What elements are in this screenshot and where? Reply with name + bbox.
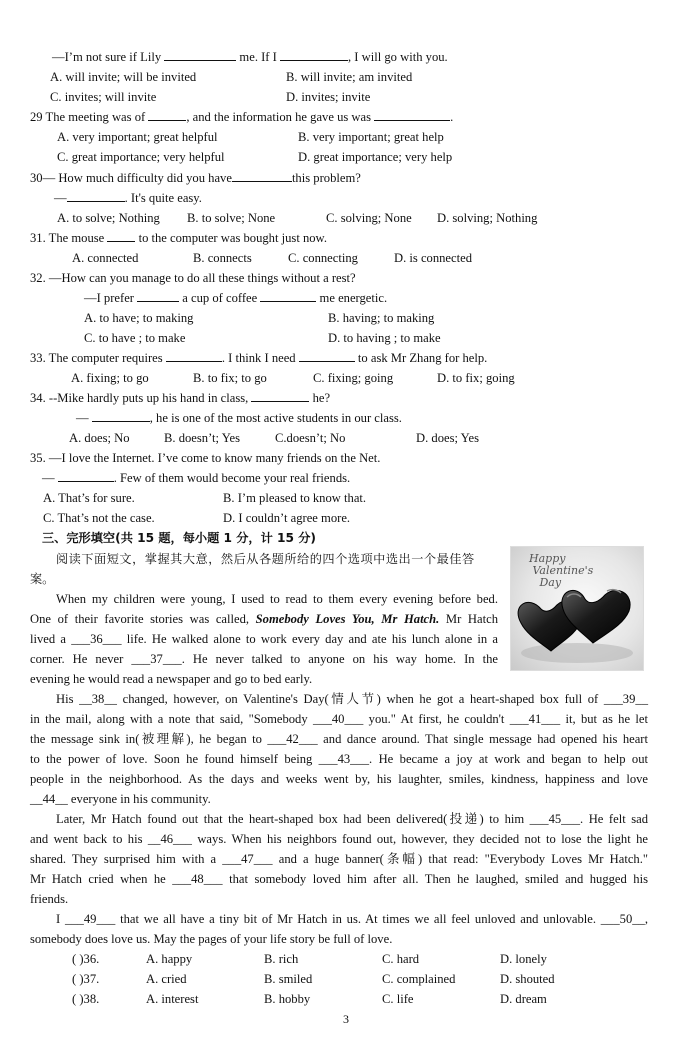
q28-stem: —I’m not sure if Lily me. If I , I will go with you. [52, 50, 448, 64]
q31-option-c: C. connecting [288, 251, 358, 265]
q32-option-c: C. to have ; to make [84, 331, 186, 345]
page-number: 3 [343, 1012, 349, 1026]
q35-option-b: B. I’m pleased to know that. [223, 491, 367, 505]
passage-p4-line1: I ___49___ that we all have a tiny bit of Mr Hatch in us. At times we all feel unloved and unlovable. ___50__, [56, 912, 648, 926]
q29-option-c: C. great importance; very helpful [57, 150, 225, 164]
passage-p3-line3: shared. They surprised him with a ___47___ and a huge banner(条幅) that read: "Everybody Loves Mr Hatch." [30, 852, 648, 866]
q34-option-d: D. does; Yes [416, 431, 479, 445]
passage-p1-line3: lived a ___36___ life. He walked alone to work every day and ate his lunch alone in a [30, 632, 498, 646]
q29-option-b: B. very important; great help [298, 130, 444, 144]
q36-option-d: D. lonely [500, 952, 547, 966]
q37-answer-blank[interactable]: ( )37. [72, 972, 100, 986]
passage-p2-line6: __44__ everyone in his community. [30, 792, 211, 806]
q31-stem: 31. The mouse to the computer was bought just now. [30, 231, 327, 245]
q30-option-d: D. solving; Nothing [437, 211, 538, 225]
q29-option-d: D. great importance; very help [298, 150, 453, 164]
q35-option-c: C. That’s not the case. [43, 511, 155, 525]
q36-option-a: A. happy [146, 952, 193, 966]
q38-option-c: C. life [382, 992, 414, 1006]
q30-stem: 30— How much difficulty did you have this problem? [30, 171, 361, 185]
q34-option-c: C.doesn’t; No [275, 431, 346, 445]
q30-response: — . It's quite easy. [54, 191, 202, 205]
q32-option-d: D. to having ; to make [328, 331, 441, 345]
passage-p2-line5: people in the neighborhood. As the days and weeks went by, his laughter, smiles, kindness, happiness and love [30, 772, 648, 786]
cloze-instructions-cont: 案。 [30, 572, 55, 586]
q38-answer-blank[interactable]: ( )38. [72, 992, 100, 1006]
q34-option-a: A. does; No [69, 431, 130, 445]
q36-option-c: C. hard [382, 952, 420, 966]
hearts-icon [511, 547, 643, 670]
passage-p3-line1: Later, Mr Hatch found out that the heart-shaped box had been delivered(投递) to him ___45___. He felt sad [56, 812, 648, 826]
q34-option-b: B. doesn’t; Yes [164, 431, 241, 445]
q32-option-a: A. to have; to making [84, 311, 194, 325]
q30-option-b: B. to solve; None [187, 211, 276, 225]
q37-option-a: A. cried [146, 972, 187, 986]
q36-answer-blank[interactable]: ( )36. [72, 952, 100, 966]
passage-p3-line2: and went back to his __46___ ways. When his neighbors found out, however, they decided not to lose the light he [30, 832, 648, 846]
q37-option-d: D. shouted [500, 972, 555, 986]
q38-option-a: A. interest [146, 992, 199, 1006]
q31-option-b: B. connects [193, 251, 252, 265]
q34-response: — , he is one of the most active students in our class. [76, 411, 402, 425]
passage-p1-line2: One of their favorite stories was called, Somebody Loves You, Mr Hatch. Mr Hatch [30, 612, 498, 626]
q38-option-b: B. hobby [264, 992, 311, 1006]
q33-option-d: D. to fix; going [437, 371, 515, 385]
q32-stem: 32. —How can you manage to do all these things without a rest? [30, 271, 356, 285]
q29-stem: 29 The meeting was of , and the information he gave us was . [30, 110, 454, 124]
q28-option-a: A. will invite; will be invited [50, 70, 197, 84]
passage-p1-line1: When my children were young, I used to read to them every evening before bed. [56, 592, 498, 606]
q33-option-c: C. fixing; going [313, 371, 394, 385]
passage-p1-line5: evening he would read a newspaper and go to bed early. [30, 672, 313, 686]
q28-option-b: B. will invite; am invited [286, 70, 413, 84]
q33-option-a: A. fixing; to go [71, 371, 149, 385]
q30-option-c: C. solving; None [326, 211, 412, 225]
passage-p3-line5: friends. [30, 892, 69, 906]
cloze-instructions: 阅读下面短文，掌握其大意，然后从各题所给的四个选项中选出一个最佳答 [56, 552, 475, 566]
q35-response: — . Few of them would become your real friends. [42, 471, 351, 485]
q37-option-c: C. complained [382, 972, 456, 986]
passage-p3-line4: Mr Hatch cried when he ___48___ that somebody loved him after all. Then he laughed, smiled and hugged his [30, 872, 648, 886]
passage-p2-line4: to the power of love. Soon he found himself being ___43___. He became a joy at work and began to help out [30, 752, 648, 766]
q30-option-a: A. to solve; Nothing [57, 211, 160, 225]
passage-p2-line2: in the mail, along with a note that said, "Somebody ___40___ you." At first, he couldn't ___41___ it, but as he let [30, 712, 648, 726]
image-caption: Happy Valentine's Day [529, 552, 594, 589]
valentine-hearts-image [510, 546, 644, 671]
q32-option-b: B. having; to making [328, 311, 435, 325]
q28-option-c: C. invites; will invite [50, 90, 157, 104]
q33-option-b: B. to fix; to go [193, 371, 267, 385]
q36-option-b: B. rich [264, 952, 299, 966]
passage-p4-line2: somebody does love us. May the pages of your life story be full of love. [30, 932, 393, 946]
q35-option-a: A. That’s for sure. [43, 491, 135, 505]
q33-stem: 33. The computer requires . I think I need to ask Mr Zhang for help. [30, 351, 488, 365]
q29-option-a: A. very important; great helpful [57, 130, 218, 144]
q34-stem: 34. --Mike hardly puts up his hand in class, he? [30, 391, 331, 405]
q31-option-d: D. is connected [394, 251, 472, 265]
q31-option-a: A. connected [72, 251, 139, 265]
q28-option-d: D. invites; invite [286, 90, 371, 104]
passage-p2-line3: the message sink in(被理解), he began to ___42___ and dance around. That single message had opened his heart [30, 732, 648, 746]
q37-option-b: B. smiled [264, 972, 313, 986]
q32-response: —I prefer a cup of coffee me energetic. [84, 291, 388, 305]
q35-option-d: D. I couldn’t agree more. [223, 511, 351, 525]
q35-stem: 35. —I love the Internet. I’ve come to know many friends on the Net. [30, 451, 381, 465]
section-3-heading: 三、完形填空(共 15 题，每小题 1 分，计 15 分) [42, 531, 316, 545]
q38-option-d: D. dream [500, 992, 547, 1006]
passage-p1-line4: corner. He never ___37___. He never talked to anyone on his way home. In the [30, 652, 498, 666]
passage-p2-line1: His __38__ changed, however, on Valentine's Day(情人节) when he got a heart-shaped box full of ___39__ [56, 692, 648, 706]
